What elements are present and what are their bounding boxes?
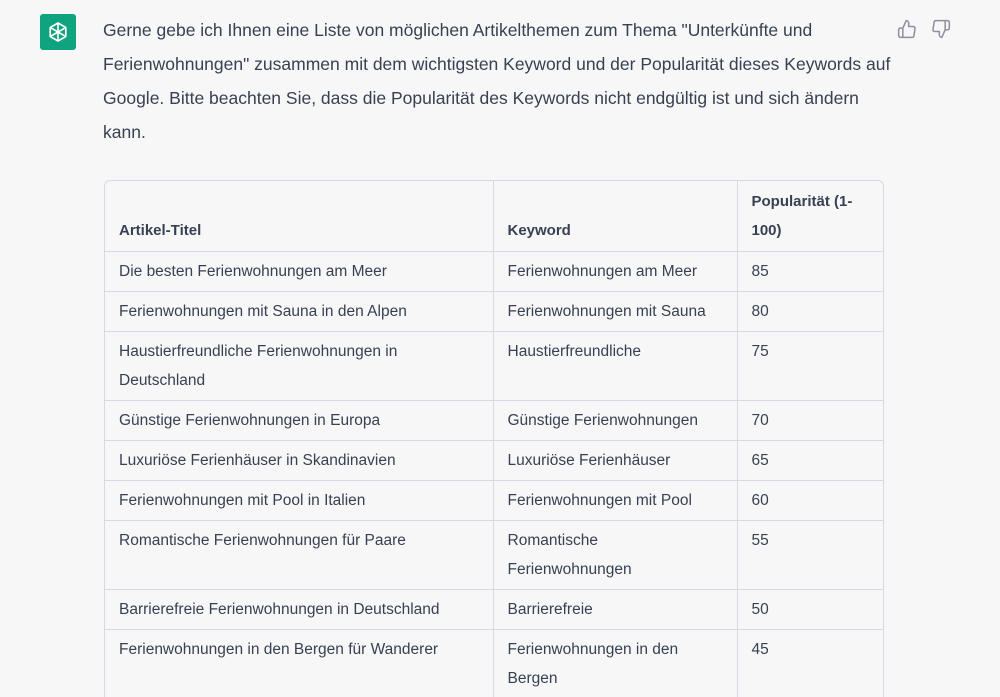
cell-keyword: Romantische Ferienwohnungen (493, 521, 737, 590)
cell-title: Günstige Ferienwohnungen in Europa (105, 401, 493, 441)
thumbs-up-icon (897, 19, 917, 39)
cell-popularity: 65 (737, 441, 883, 481)
table-row (105, 521, 883, 590)
thumbs-down-icon (931, 19, 951, 39)
header-artikel-titel: Artikel-Titel (105, 181, 493, 252)
cell-keyword: Ferienwohnungen mit Sauna (493, 292, 737, 332)
cell-title: Haustierfreundliche Ferienwohnungen in Deutschland (105, 332, 493, 401)
thumbs-down-button[interactable] (930, 18, 952, 40)
cell-title: Die besten Ferienwohnungen am Meer (105, 252, 493, 292)
cell-title: Ferienwohnungen in den Bergen für Wanderer (105, 630, 493, 697)
keyword-table (105, 181, 883, 697)
cell-title: Ferienwohnungen mit Pool in Italien (105, 481, 493, 521)
cell-popularity: 80 (737, 292, 883, 332)
assistant-avatar (40, 14, 76, 50)
cell-popularity: 60 (737, 481, 883, 521)
cell-title: Luxuriöse Ferienhäuser in Skandinavien (105, 441, 493, 481)
cell-popularity: 50 (737, 590, 883, 630)
cell-keyword: Luxuriöse Ferienhäuser (493, 441, 737, 481)
table-row (105, 590, 883, 630)
table-row (105, 252, 883, 292)
table-row (105, 332, 883, 401)
cell-title: Ferienwohnungen mit Sauna in den Alpen (105, 292, 493, 332)
assistant-message-text: Gerne gebe ich Ihnen eine Liste von möglichen Artikelthemen zum Thema "Unterkünfte und Ferienwohnungen" zusammen mit dem wichtigsten Keyword und der Popularität dieses Keywords auf Google. Bitte beachten Sie, dass die Popularität des Keywords nicht endgültig ist und sich ändern kann. (103, 20, 891, 142)
cell-keyword: Barrierefreie (493, 590, 737, 630)
cell-title: Barrierefreie Ferienwohnungen in Deutschland (105, 590, 493, 630)
cell-keyword: Ferienwohnungen am Meer (493, 252, 737, 292)
cell-keyword: Ferienwohnungen in den Bergen (493, 630, 737, 697)
table-row (105, 401, 883, 441)
table-header-row (105, 181, 883, 252)
table-row (105, 630, 883, 697)
cell-popularity: 45 (737, 630, 883, 697)
cell-keyword: Ferienwohnungen mit Pool (493, 481, 737, 521)
cell-popularity: 85 (737, 252, 883, 292)
cell-popularity: 75 (737, 332, 883, 401)
cell-popularity: 70 (737, 401, 883, 441)
table-row (105, 441, 883, 481)
table-row (105, 292, 883, 332)
header-popularitaet: Popularität (1-100) (737, 181, 883, 252)
cell-keyword: Günstige Ferienwohnungen (493, 401, 737, 441)
thumbs-up-button[interactable] (896, 18, 918, 40)
cell-title: Romantische Ferienwohnungen für Paare (105, 521, 493, 590)
cell-keyword: Haustierfreundliche (493, 332, 737, 401)
table-row (105, 481, 883, 521)
keyword-table-container (104, 180, 884, 697)
openai-logo-icon (45, 19, 71, 45)
header-keyword: Keyword (493, 181, 737, 252)
cell-popularity: 55 (737, 521, 883, 590)
